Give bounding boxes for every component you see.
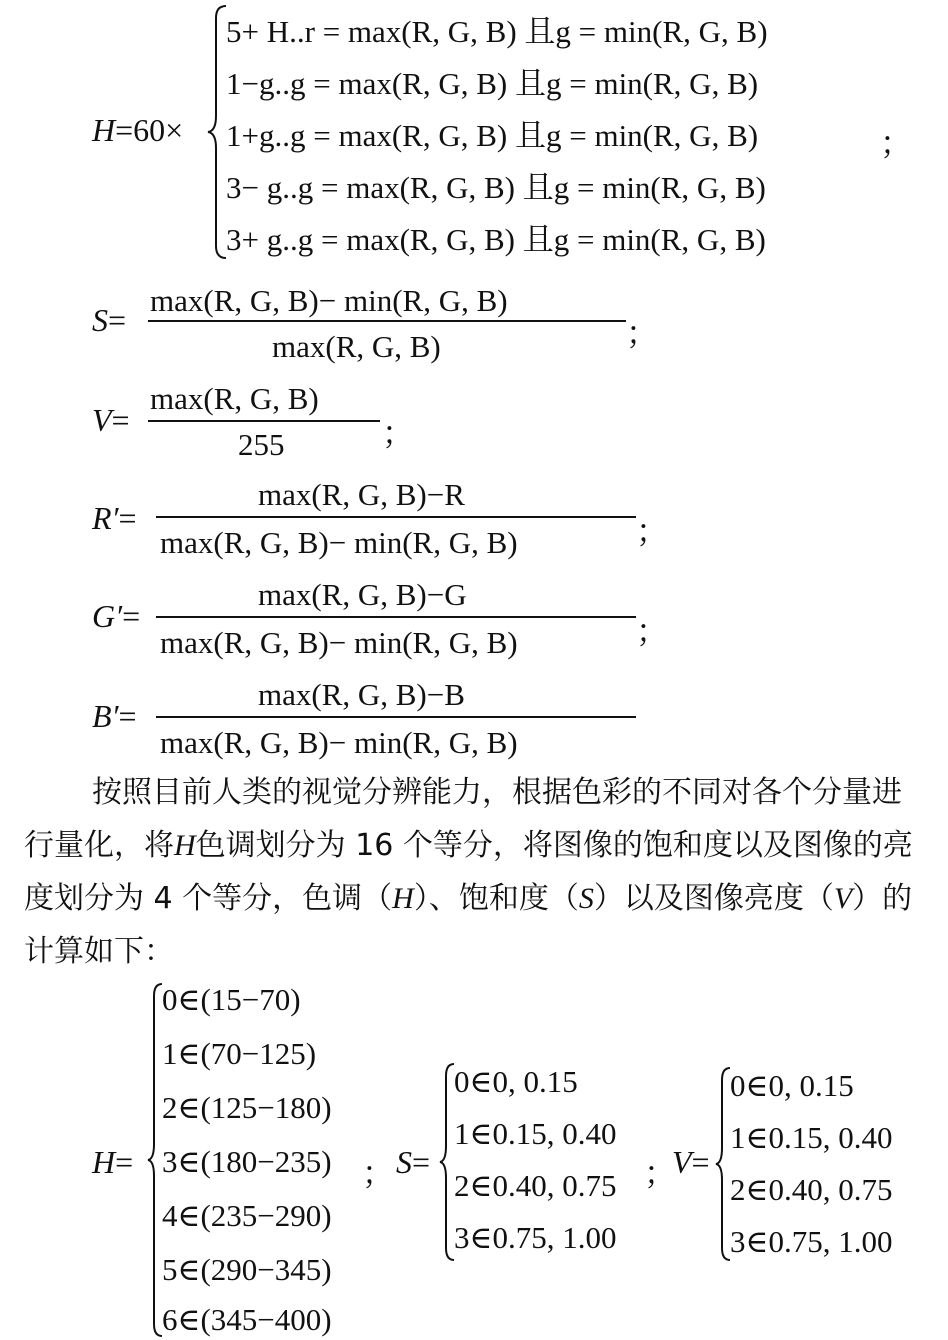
quant-s-case: 2∈0.40, 0.75 [454,1168,617,1203]
formula-s-denominator: max(R, G, B) [272,329,441,364]
formula-rp-denominator: max(R, G, B)− min(R, G, B) [160,525,518,560]
quant-h-case: 1∈(70−125) [162,1036,317,1071]
formula-rp-suffix: ； [636,513,669,549]
formula-h-prefix: =60× [115,112,184,148]
formula-v-numerator: max(R, G, B) [150,381,319,416]
quant-s-eq: = [412,1144,431,1180]
formula-s-lhs: S [92,302,108,338]
formula-h-suffix: ； [880,125,913,161]
quant-h-case: 4∈(235−290) [162,1198,332,1233]
formula-bp-eq: = [118,698,137,734]
formula-rp-lhs: R′ [92,500,119,536]
fraction-bar [156,516,636,518]
formula-rp-numerator: max(R, G, B)−R [258,477,465,512]
quant-s-suffix: ； [644,1155,677,1191]
formula-s-suffix: ； [626,315,659,351]
quant-h-case: 5∈(290−345) [162,1252,332,1287]
formula-s-numerator: max(R, G, B)− min(R, G, B) [150,283,508,318]
formula-v-eq: = [111,402,130,438]
formula-h-case: 3+ g..g = max(R, G, B) 且g = min(R, G, B) [226,222,766,257]
quant-v-case: 3∈0.75, 1.00 [730,1224,893,1259]
quant-s-case: 1∈0.15, 0.40 [454,1116,617,1151]
quant-v-case: 0∈0, 0.15 [730,1068,854,1103]
formula-bp-denominator: max(R, G, B)− min(R, G, B) [160,725,518,760]
quant-h-suffix: ； [362,1155,395,1191]
formula-h-case: 5+ H..r = max(R, G, B) 且g = min(R, G, B) [226,14,768,49]
fraction-bar [148,420,380,422]
quant-s-case: 0∈0, 0.15 [454,1064,578,1099]
formula-v-suffix: ； [382,415,415,451]
formula-v-lhs: V [92,402,112,438]
quant-h-case: 2∈(125−180) [162,1090,332,1125]
quant-h-lhs: H [92,1144,116,1180]
quant-s-lhs: S [396,1144,412,1180]
formula-h-case: 1−g..g = max(R, G, B) 且g = min(R, G, B) [226,66,759,101]
quant-v-case: 1∈0.15, 0.40 [730,1120,893,1155]
formula-rp-eq: = [118,500,137,536]
quant-h-case: 3∈(180−235) [162,1144,332,1179]
quant-h-case: 0∈(15−70) [162,982,301,1017]
formula-gp-numerator: max(R, G, B)−G [258,577,467,612]
formula-gp-denominator: max(R, G, B)− min(R, G, B) [160,625,518,660]
quant-v-case: 2∈0.40, 0.75 [730,1172,893,1207]
formula-h-case: 3− g..g = max(R, G, B) 且g = min(R, G, B) [226,170,766,205]
fraction-bar [156,716,636,718]
body-paragraph: 按照目前人类的视觉分辨能力，根据色彩的不同对各个分量进行量化，将H色调划分为 16 个等分，将图像的饱和度以及图像的亮度划分为 4 个等分，色调（H）、饱和度（S）以及图像亮度（V）的计算如下： [24,775,913,969]
fraction-bar [156,616,636,618]
fraction-bar [148,320,626,322]
formula-bp-numerator: max(R, G, B)−B [258,677,465,712]
quant-v-eq: = [691,1144,710,1180]
formula-gp-eq: = [122,598,141,634]
formula-s-eq: = [108,302,127,338]
formula-gp-lhs: G′ [92,598,123,634]
formula-h-case: 1+g..g = max(R, G, B) 且g = min(R, G, B) [226,118,759,153]
formula-h-lhs: H [92,112,116,148]
quant-s-case: 3∈0.75, 1.00 [454,1220,617,1255]
formula-gp-suffix: ； [636,613,669,649]
formula-bp-lhs: B′ [92,698,119,734]
formula-v-denominator: 255 [238,427,285,462]
quant-v-lhs: V [672,1144,692,1180]
quant-h-eq: = [115,1144,134,1180]
quant-h-case: 6∈(345−400) [162,1302,332,1337]
left-brace-icon [206,4,228,260]
